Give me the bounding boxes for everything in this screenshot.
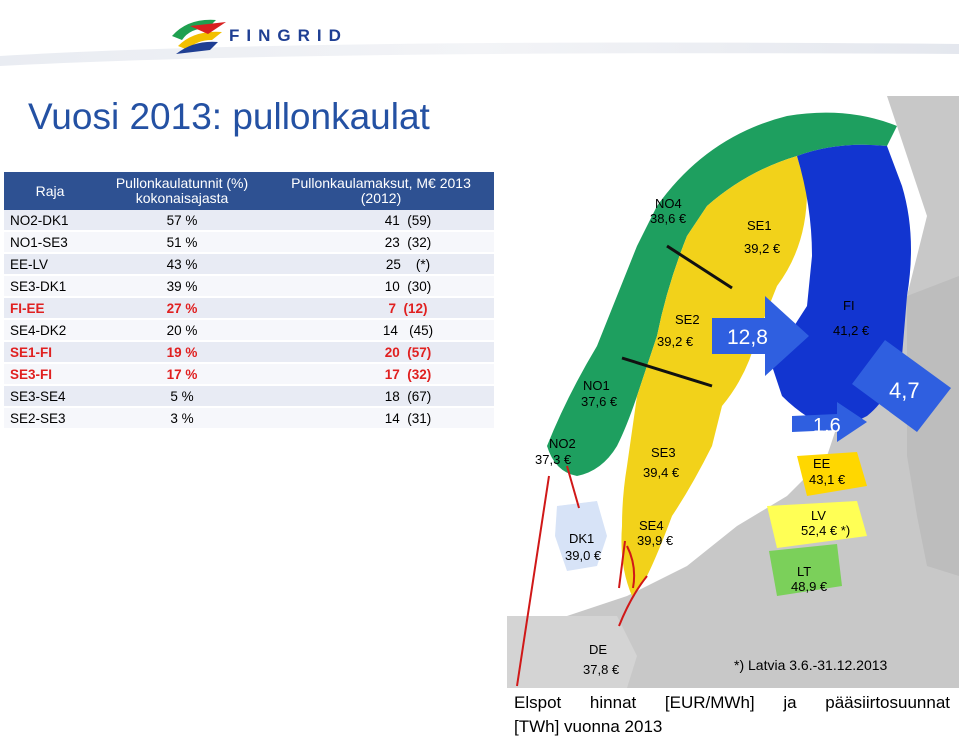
area-ee-price: 43,1 €	[809, 472, 846, 487]
cell-border: NO2-DK1	[4, 210, 96, 231]
cell-hours: 5 %	[96, 385, 268, 407]
table-row	[4, 407, 494, 429]
table-row	[4, 231, 494, 253]
cell-hours: 20 %	[96, 319, 268, 341]
map-caption-line2: [TWh] vuonna 2013	[514, 717, 663, 736]
area-no2-price: 37,3 €	[535, 452, 572, 467]
area-lv-price: 52,4 € *)	[801, 523, 851, 538]
cell-hours: 19 %	[96, 341, 268, 363]
flow-se3-fi-value: 1,6	[813, 415, 841, 437]
area-no4-name: NO4	[655, 196, 682, 211]
header-border: Raja	[4, 172, 96, 210]
header-hours: Pullonkaulatunnit (%) kokonaisajasta	[96, 172, 268, 210]
area-no4-price: 38,6 €	[650, 211, 687, 226]
area-dk1-price: 39,0 €	[565, 548, 602, 563]
flow-se1-fi-value: 12,8	[727, 326, 768, 349]
area-de-name: DE	[589, 642, 608, 657]
cell-border: SE2-SE3	[4, 407, 96, 429]
svg-text:NO438,6 €	[650, 196, 687, 226]
cell-fees: 10 (30)	[268, 275, 494, 297]
area-se3-name: SE3	[651, 445, 676, 460]
header-fees: Pullonkaulamaksut, M€ 2013 (2012)	[268, 172, 494, 210]
latvia-footnote: *) Latvia 3.6.-31.12.2013	[734, 657, 888, 673]
area-se4-name: SE4	[639, 518, 664, 533]
area-se2-name: SE2	[675, 312, 700, 327]
cell-fees: 17 (32)	[268, 363, 494, 385]
table-row	[4, 385, 494, 407]
area-dk1-name: DK1	[569, 531, 595, 546]
nordic-price-map	[507, 96, 959, 688]
area-se4-price: 39,9 €	[637, 533, 674, 548]
cell-fees: 14 (45)	[268, 319, 494, 341]
cell-border: SE3-DK1	[4, 275, 96, 297]
table-row	[4, 275, 494, 297]
cell-hours: 57 %	[96, 210, 268, 231]
cell-hours: 51 %	[96, 231, 268, 253]
cell-border: FI-EE	[4, 297, 96, 319]
cell-fees: 7 (12)	[268, 297, 494, 319]
cell-border: SE3-SE4	[4, 385, 96, 407]
area-se1-price: 39,2 €	[744, 241, 781, 256]
area-se1-name: SE1	[747, 218, 772, 233]
cell-border: SE4-DK2	[4, 319, 96, 341]
table-row	[4, 363, 494, 385]
cell-fees: 25 (*)	[268, 253, 494, 275]
table-row	[4, 319, 494, 341]
table-row	[4, 210, 494, 231]
cell-fees: 14 (31)	[268, 407, 494, 429]
header-swoosh	[0, 38, 959, 66]
cell-fees: 23 (32)	[268, 231, 494, 253]
area-lt-price: 48,9 €	[791, 579, 828, 594]
table-row	[4, 341, 494, 363]
bottleneck-table	[4, 172, 494, 430]
table-header-row	[4, 172, 494, 210]
cell-fees: 18 (67)	[268, 385, 494, 407]
area-lt-name: LT	[797, 564, 812, 579]
flow-ee-fi-value: 4,7	[889, 378, 920, 403]
cell-hours: 27 %	[96, 297, 268, 319]
cell-hours: 39 %	[96, 275, 268, 297]
area-no1-price: 37,6 €	[581, 394, 618, 409]
area-se2-price: 39,2 €	[657, 334, 694, 349]
cell-hours: 17 %	[96, 363, 268, 385]
cell-border: SE1-FI	[4, 341, 96, 363]
logo-wordmark: FINGRID	[229, 26, 348, 45]
table-row	[4, 253, 494, 275]
cell-hours: 43 %	[96, 253, 268, 275]
cell-fees: 20 (57)	[268, 341, 494, 363]
cell-border: EE-LV	[4, 253, 96, 275]
area-lv-name: LV	[811, 508, 826, 523]
area-se3-price: 39,4 €	[643, 465, 680, 480]
cell-border: NO1-SE3	[4, 231, 96, 253]
page-title: Vuosi 2013: pullonkaulat	[28, 96, 430, 137]
area-de-price: 37,8 €	[583, 662, 620, 677]
area-no2-name: NO2	[549, 436, 576, 451]
area-ee-name: EE	[813, 456, 831, 471]
cell-fees: 41 (59)	[268, 210, 494, 231]
svg-text:NO237,3 €	[535, 436, 576, 467]
area-no1-name: NO1	[583, 378, 610, 393]
cell-hours: 3 %	[96, 407, 268, 429]
area-fi-name: FI	[843, 298, 855, 313]
map-caption-line1: Elspot hinnat [EUR/MWh] ja pääsiirtosuunnat	[514, 693, 950, 712]
table-row	[4, 297, 494, 319]
area-fi-price: 41,2 €	[833, 323, 870, 338]
cell-border: SE3-FI	[4, 363, 96, 385]
